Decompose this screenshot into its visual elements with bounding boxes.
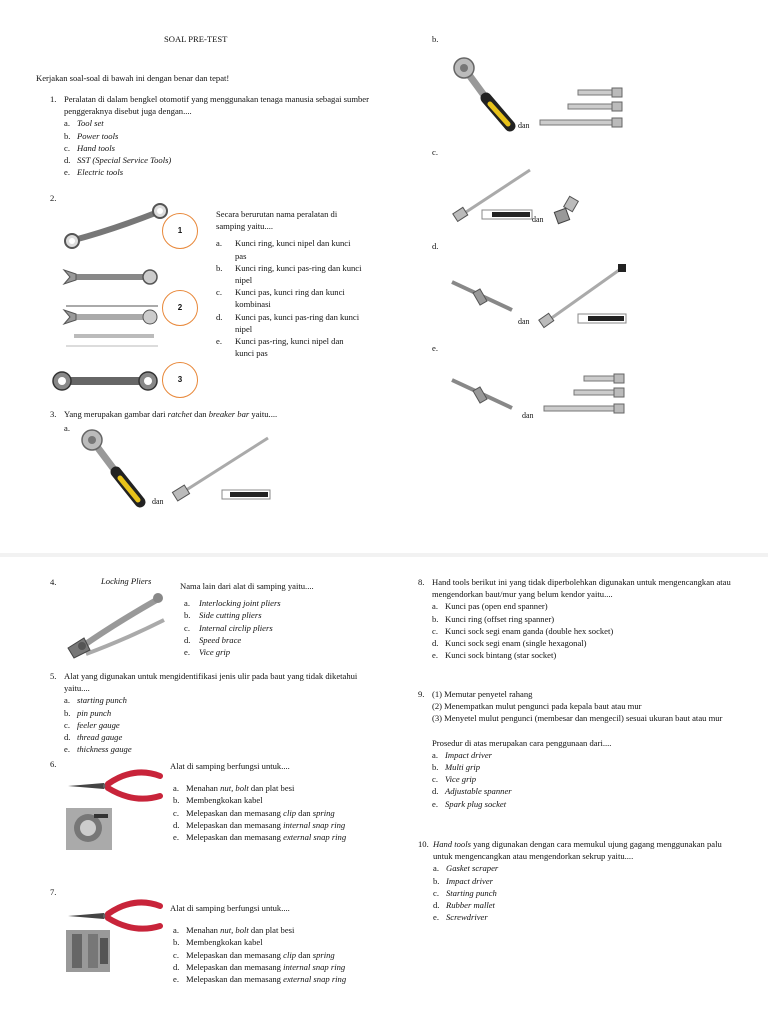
option-c[interactable]: c. Melepaskan dan memasang clip dan spring [173,949,335,960]
option-b[interactable]: b. Kunci ring, kunci pas-ring dan kunci nipel [216,262,362,286]
option-d[interactable]: d. Rubber mallet [433,900,495,911]
option-d[interactable]: d. [432,241,439,251]
wrench-diagram-image [62,294,162,352]
option-e[interactable]: e. [432,343,438,353]
option-e[interactable]: e. Melepaskan dan memasang external snap ring [173,832,347,843]
option-b[interactable]: b. pin punch [64,707,112,718]
option-a[interactable]: a. Menahan nut, bolt dan plat besi [173,783,295,794]
option-a[interactable]: a. Kunci pas (open end spanner) [432,601,548,612]
step-2: (2) Menempatkan mulut pengunci pada kepala baut atau mur [432,701,642,712]
option-c[interactable]: c. feeler gauge [64,719,120,730]
option-c[interactable]: c. Internal circlip pliers [184,622,273,633]
question-7 [170,902,362,985]
label-circle-3: 3 [162,362,198,398]
question-text: Prosedur di atas merupakan cara penggunaan dari.... [432,737,612,748]
snap-ring-pliers-image-2 [64,898,164,934]
breaker-bar-image [172,432,272,502]
dan-label: dan [518,121,530,130]
label-circle-2: 2 [162,290,198,326]
question-5: 5. Alat yang digunakan untuk mengidentifikasi jenis ulir pada baut yang tidak diketahui yaitu.... a. starting punch b. pin punch c. feeler gauge d. thread gauge e. thickness gauge [50,670,360,755]
ratchet-image-b [452,56,518,132]
option-a[interactable]: a. Interlocking joint pliers [184,598,281,609]
option-d[interactable]: d. Kunci pas, kunci pas-ring dan kunci nipel [216,311,360,334]
option-e[interactable]: e. Kunci sock bintang (star socket) [432,650,557,661]
question-text: Alat di samping berfungsi untuk.... [170,761,290,771]
option-a[interactable]: a. Tool set [64,118,104,129]
breaker-bar-image-c [452,164,538,224]
question-2-number: 2. [50,193,57,203]
option-a[interactable]: a. starting punch [64,695,127,706]
option-e[interactable]: e. Kunci pas-ring, kunci nipel dan kunci pas [216,336,344,359]
option-a[interactable]: a. Kunci ring, kunci nipel dan kunci pas [216,238,351,261]
option-a[interactable]: a. Impact driver [432,749,493,760]
flare-nut-wrench-image [52,370,158,392]
option-e[interactable]: e. Vice grip [184,647,231,658]
question-8: 8. Hand tools berikut ini yang tidak diperbolehkan digunakan untuk mengencangkan atau mengendorkan baut/mur yang belum kendor yaitu.... a. Kunci pas (open end spanner) b. Kunci ring (offset ring spanner) c. Kunci sock segi enam ganda (double hex socket) d. Kunci sock segi enam (single hexagonal) e. Kunci sock bintang (star socket) [418,576,738,661]
option-c[interactable]: c. Starting punch [433,887,497,898]
option-d[interactable]: d. SST (Special Service Tools) [64,155,172,166]
option-d[interactable]: d. Adjustable spanner [432,786,512,797]
ratchet-image [80,428,150,508]
label-circle-1: 1 [162,213,198,249]
option-e[interactable]: e. Spark plug socket [432,798,507,809]
option-a[interactable]: a. Gasket scraper [433,863,499,874]
universal-joint-image-c [552,196,582,226]
breaker-bar-image-d [538,262,628,330]
snap-ring-pliers-image [64,768,164,804]
question-text: Peralatan di dalam bengkel otomotif yang menggunakan tenaga manusia sebagai sumber penggeraknya disebut juga dengan.... [64,94,369,117]
question-number: 1. [50,94,57,104]
question-10: 10. Hand tools yang digunakan dengan cara memukul ujung gagang menggunakan palu untuk mengencangkan atau mengendorkan sekrup yaitu.... a. Gasket scraper b. Impact driver c. Starting punch d. Rubber mallet e. Screwdriver [418,838,738,923]
option-d[interactable]: d. thread gauge [64,732,123,743]
option-e[interactable]: e. Screwdriver [433,912,488,923]
option-c[interactable]: c. Vice grip [432,774,477,785]
option-d[interactable]: d. Kunci sock segi enam (single hexagonal) [432,638,587,649]
image-caption: Locking Pliers [101,576,152,586]
question-text: Nama lain dari alat di samping yaitu.... [180,581,314,591]
question-4 [180,580,360,658]
option-e[interactable]: e. thickness gauge [64,744,132,755]
option-b[interactable]: b. Impact driver [433,875,494,886]
ring-spanner-image [62,200,172,250]
option-a[interactable]: a. Menahan nut, bolt dan plat besi [173,925,295,936]
option-c[interactable]: c. Melepaskan dan memasang clip dan spring [173,807,335,818]
question-7-number: 7. [50,887,57,897]
question-1 [50,93,370,178]
option-b[interactable]: b. Membengkokan kabel [173,795,263,806]
dan-label: dan [522,411,534,420]
dan-label: dan [518,317,530,326]
option-b[interactable]: b. Membengkokan kabel [173,937,263,948]
step-1: (1) Memutar penyetel rahang [432,689,533,699]
question-6 [170,760,362,843]
option-d[interactable]: d. Speed brace [184,634,242,645]
combination-wrench-image [62,268,162,286]
question-4-number: 4. [50,577,57,587]
option-b[interactable]: b. Power tools [64,130,119,141]
option-a[interactable]: a. [64,423,70,433]
option-d[interactable]: d. Melepaskan dan memasang internal snap ring [173,961,346,972]
question-2 [216,208,364,359]
question-text: Hand tools berikut ini yang tidak diperbolehkan digunakan untuk mengencangkan atau mengendorkan baut/mur yang belum kendor yaitu.... [432,577,731,600]
option-b[interactable]: b. [432,34,439,44]
question-text: Alat yang digunakan untuk mengidentifikasi jenis ulir pada baut yang tidak diketahui yaitu.... [64,671,358,694]
step-3: (3) Menyetel mulut pengunci (membesar dan mengecil) sesuai ukuran baut atau mur [432,713,723,724]
option-b[interactable]: b. Side cutting pliers [184,610,262,621]
page-divider [0,553,768,557]
snap-ring-photo [66,808,112,850]
tee-handle-image-e [448,374,518,414]
option-b[interactable]: b. Kunci ring (offset ring spanner) [432,613,555,624]
question-9: 9. (1) Memutar penyetel rahang (2) Menempatkan mulut pengunci pada kepala baut atau mur (3) Menyetel mulut pengunci (membesar dan mengecil) sesuai ukuran baut atau mur Prosedur di atas merupakan cara penggunaan dari.... a. Impact driver b. Multi grip c. Vice grip d. Adjustable spanner e. Spark plug socket [418,688,744,810]
option-e[interactable]: e. Electric tools [64,167,124,178]
dan-label: dan [152,497,164,506]
tee-handle-image-d [448,276,518,316]
page-title: SOAL PRE-TEST [164,34,228,44]
option-c[interactable]: c. Kunci sock segi enam ganda (double hex socket) [432,625,614,636]
option-d[interactable]: d. Melepaskan dan memasang internal snap ring [173,819,346,830]
question-6-number: 6. [50,759,57,769]
option-c[interactable]: c. Kunci pas, kunci ring dan kunci kombinasi [216,287,345,310]
instruction: Kerjakan soal-soal di bawah ini dengan benar dan tepat! [36,73,230,83]
option-b[interactable]: b. Multi grip [432,762,481,773]
locking-pliers-image [64,590,172,662]
question-3: 3. Yang merupakan gambar dari ratchet dan breaker bar yaitu.... [50,409,278,419]
option-c[interactable]: c. Hand tools [64,142,115,153]
question-text: Secara berurutan nama peralatan di samping yaitu.... [216,209,338,232]
dan-label: dan [532,215,544,224]
extension-bars-image-b [538,88,624,130]
option-e[interactable]: e. Melepaskan dan memasang external snap ring [173,974,347,985]
option-c[interactable]: c. [432,147,438,157]
extension-bars-image-e [540,374,626,416]
snap-ring-photo-2 [66,930,110,972]
question-text: Alat di samping berfungsi untuk.... [170,903,290,913]
